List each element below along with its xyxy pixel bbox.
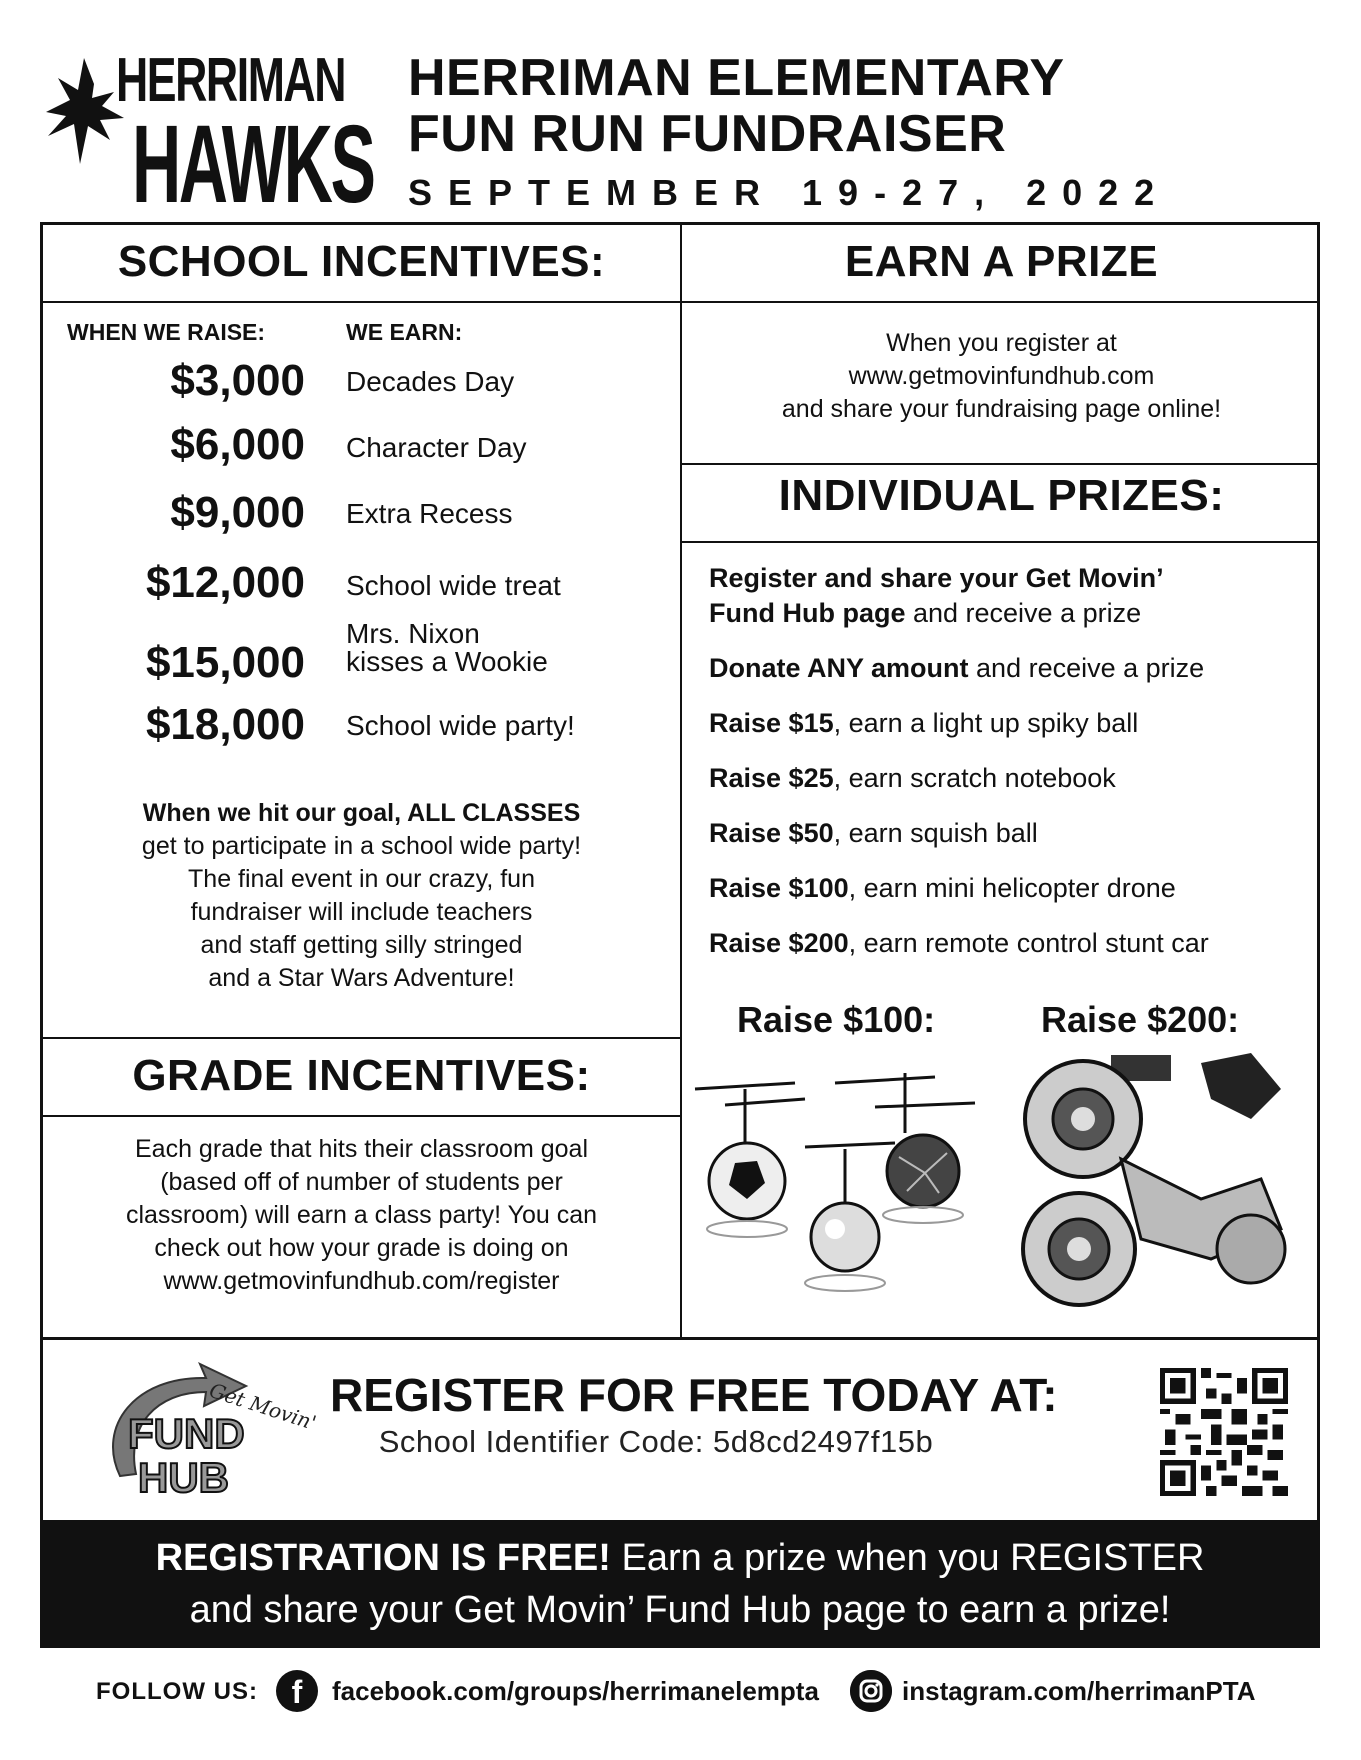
incentive-row (43, 415, 680, 475)
grade-incentives-description (63, 1133, 660, 1298)
earn-line: and share your fundraising page online! (781, 395, 1222, 423)
banner-line-1-rest: Earn a prize when you REGISTER (610, 1537, 1205, 1579)
incentive-row (43, 351, 680, 411)
prize-item (709, 761, 1309, 796)
banner-line-2: and share your Get Movin’ Fund Hub page to earn a prize! (189, 1589, 1171, 1631)
logo-text-herriman: HERRIMAN (116, 46, 346, 115)
image-label-100: Raise $100: (737, 999, 936, 1040)
footer (0, 1664, 1361, 1716)
stunt-car-image (1011, 1049, 1311, 1315)
prize-list (709, 561, 1309, 981)
earn-prize-description (683, 327, 1320, 426)
earn-link[interactable]: www.getmovinfundhub.com (848, 362, 1155, 390)
goal-line: fundraiser will include teachers (190, 898, 533, 926)
incentive-reward-line-1: Mrs. Nixon (346, 618, 480, 649)
incentive-reward: Extra Recess (346, 498, 513, 529)
incentive-amount: $12,000 (145, 558, 305, 607)
logo-text-hawks: HAWKS (132, 103, 374, 226)
fund-hub-logo-hub: HUB (138, 1454, 229, 1501)
goal-line: get to participate in a school wide party! (141, 832, 582, 860)
incentive-amount: $18,000 (145, 700, 305, 749)
goal-description (63, 797, 660, 995)
prize-rest: , earn scratch notebook (833, 763, 1116, 793)
incentive-reward: School wide treat (346, 570, 561, 601)
grade-line: check out how your grade is doing on (154, 1234, 569, 1262)
prize-item (709, 816, 1309, 851)
prize-bold-2: Fund Hub page (709, 598, 906, 628)
info-grid (40, 222, 1320, 1340)
prize-rest: and receive a prize (968, 653, 1205, 683)
col-header-raise: WHEN WE RAISE: (67, 319, 266, 345)
prize-bold: Raise $100 (709, 873, 849, 903)
image-label-200: Raise $200: (1041, 999, 1240, 1040)
goal-line: and a Star Wars Adventure! (208, 964, 515, 992)
incentive-amount: $15,000 (145, 638, 305, 687)
prize-bold: Raise $15 (709, 708, 834, 738)
divider-grade-bottom (43, 1115, 680, 1117)
incentive-amount: $3,000 (170, 356, 305, 405)
prize-item (709, 651, 1309, 686)
individual-prizes-heading: INDIVIDUAL PRIZES: (778, 471, 1225, 520)
qr-code-icon[interactable] (1160, 1368, 1288, 1496)
prize-rest: , earn squish ball (833, 818, 1038, 848)
grade-incentives-heading: GRADE INCENTIVES: (132, 1051, 591, 1100)
prize-rest: , earn a light up spiky ball (833, 708, 1139, 738)
incentive-row (43, 553, 680, 613)
incentive-reward: Character Day (346, 432, 527, 463)
prize-item (709, 706, 1309, 741)
goal-line: The final event in our crazy, fun (188, 865, 535, 893)
incentive-row (43, 695, 680, 755)
event-dates: SEPTEMBER 19-27, 2022 (408, 172, 1171, 213)
facebook-icon[interactable]: f (276, 1670, 318, 1712)
grade-line: Each grade that hits their classroom goal (134, 1135, 588, 1163)
prize-rest: , earn remote control stunt car (848, 928, 1209, 958)
grade-line: classroom) will earn a class party! You can (125, 1201, 598, 1229)
divider-top-headings (43, 301, 1317, 303)
school-incentives-heading: SCHOOL INCENTIVES: (117, 237, 606, 286)
grade-register-link[interactable]: www.getmovinfundhub.com/register (163, 1267, 560, 1295)
divider-grade-top (43, 1037, 680, 1039)
earn-prize-heading: EARN A PRIZE (844, 237, 1159, 286)
grade-line: (based off of number of students per (160, 1168, 563, 1196)
column-divider (680, 225, 682, 1337)
prize-rest: , earn mini helicopter drone (848, 873, 1176, 903)
follow-us-label: FOLLOW US: (96, 1678, 258, 1705)
incentive-reward-line-2: kisses a Wookie (346, 646, 548, 677)
divider-individual-prizes (680, 541, 1317, 543)
register-title: REGISTER FOR FREE TODAY AT: (330, 1369, 1058, 1421)
incentive-amount: $9,000 (170, 488, 305, 537)
title-line-2: FUN RUN FUNDRAISER (408, 105, 1007, 163)
instagram-link[interactable]: instagram.com/herrimanPTA (902, 1676, 1256, 1706)
banner-bold: REGISTRATION IS FREE! (155, 1537, 611, 1579)
prize-bold: Register and share your Get Movin’ (709, 563, 1164, 593)
helicopter-drone-image (685, 1053, 1005, 1305)
prize-item (709, 926, 1309, 961)
instagram-icon[interactable] (850, 1670, 892, 1712)
incentive-row (43, 618, 680, 693)
page-title-block (408, 50, 1328, 214)
incentive-reward: Decades Day (346, 366, 515, 397)
title-line-1: HERRIMAN ELEMENTARY (408, 49, 1065, 107)
fund-hub-logo-fund: FUND (128, 1410, 245, 1457)
prize-item (709, 871, 1309, 906)
prize-bold: Raise $200 (709, 928, 849, 958)
prize-bold: Raise $50 (709, 818, 834, 848)
col-header-earn: WE EARN: (346, 319, 463, 345)
facebook-link[interactable]: facebook.com/groups/herrimanelempta (332, 1676, 819, 1706)
earn-line: When you register at (886, 329, 1117, 357)
prize-bold: Donate ANY amount (709, 653, 969, 683)
prize-rest: and receive a prize (905, 598, 1142, 628)
divider-earn-prize (680, 463, 1317, 465)
goal-line: and staff getting silly stringed (200, 931, 523, 959)
banner-line-1 (40, 1532, 1320, 1584)
incentive-row (43, 483, 680, 543)
herriman-hawks-logo (44, 46, 374, 226)
registration-banner (40, 1520, 1320, 1648)
prize-item (709, 561, 1309, 631)
fund-hub-logo (96, 1356, 320, 1506)
incentive-amount: $6,000 (170, 420, 305, 469)
goal-bold-line: When we hit our goal, ALL CLASSES (142, 799, 581, 827)
fund-hub-logo-tagline: Get Movin' (206, 1377, 320, 1435)
incentive-reward: School wide party! (346, 710, 575, 741)
school-identifier-code: School Identifier Code: 5d8cd2497f15b (378, 1424, 934, 1459)
prize-bold: Raise $25 (709, 763, 834, 793)
